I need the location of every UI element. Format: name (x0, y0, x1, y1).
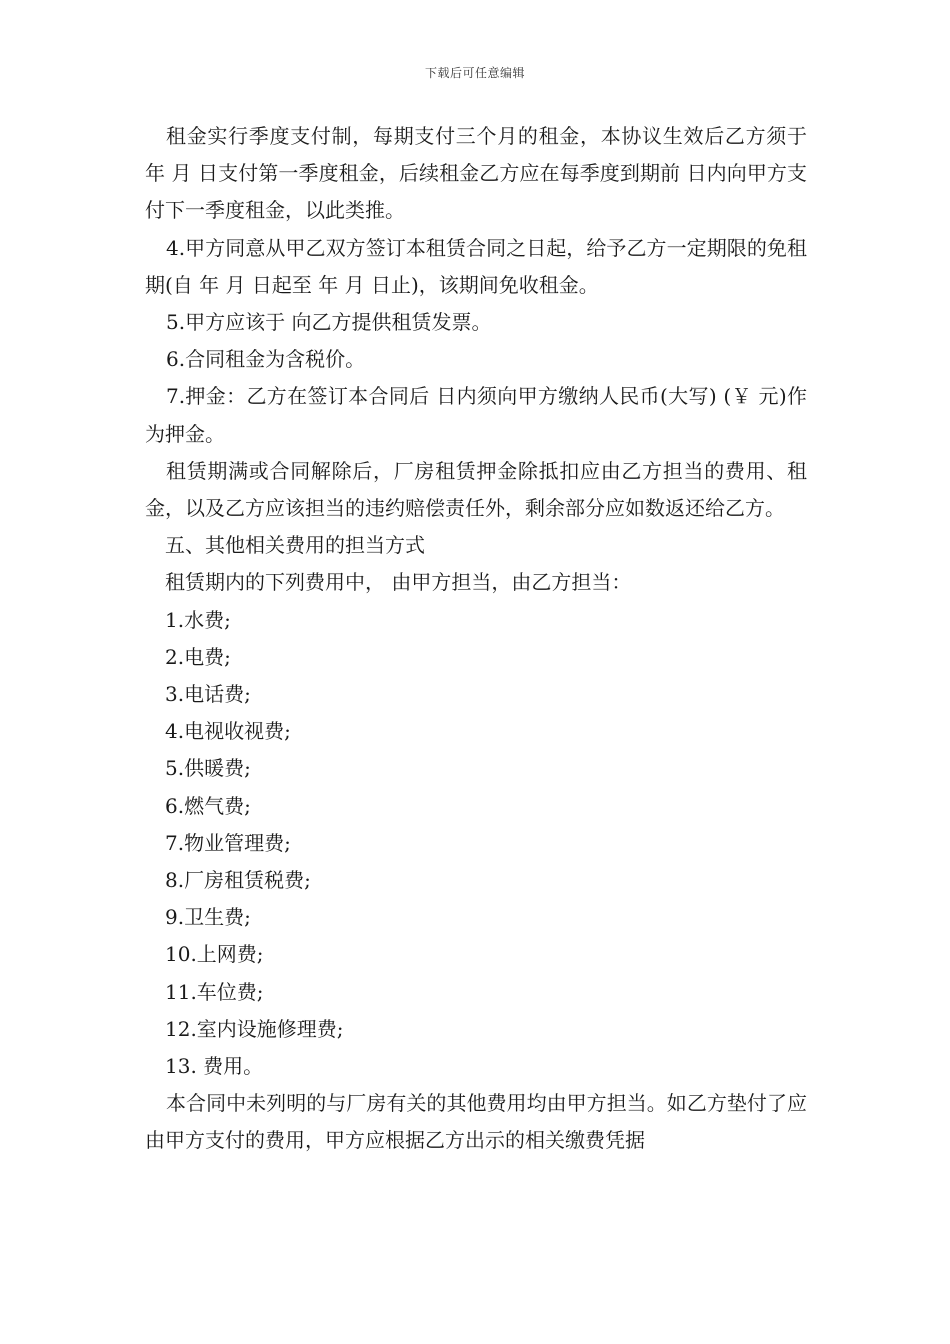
paragraph: 12.室内设施修理费; (165, 1016, 344, 1041)
paragraph: 五、其他相关费用的担当方式 (165, 533, 425, 558)
paragraph: 租赁期满或合同解除后，厂房租赁押金除抵扣应由乙方担当的费用、租金，以及乙方应该担当的违约赔偿责任外，剩余部分应如数返还给乙方。 (145, 458, 807, 521)
page-header: 下载后可任意编辑 (424, 66, 525, 80)
paragraph: 13. 费用。 (165, 1054, 264, 1079)
paragraph: 1.水费; (165, 607, 231, 632)
paragraph: 5.甲方应该于 向乙方提供租赁发票。 (166, 310, 492, 335)
paragraph: 5.供暖费; (165, 756, 251, 781)
paragraph: 11.车位费; (165, 979, 264, 1004)
paragraph: 3.电话费; (165, 682, 251, 707)
paragraph: 10.上网费; (165, 942, 264, 967)
document-body (145, 118, 807, 1160)
paragraph: 8.厂房租赁税费; (165, 868, 311, 893)
paragraph: 9.卫生费; (165, 905, 251, 930)
paragraph: 6.燃气费; (165, 793, 251, 818)
paragraph: 租金实行季度支付制，每期支付三个月的租金，本协议生效后乙方须于 年 月 日支付第一季度租金，后续租金乙方应在每季度到期前 日内向甲方支付下一季度租金，以此类推。 (145, 124, 807, 223)
paragraph: 本合同中未列明的与厂房有关的其他费用均由甲方担当。如乙方垫付了应由甲方支付的费用，甲方应根据乙方出示的相关缴费凭据 (145, 1091, 807, 1153)
paragraph: 7.物业管理费; (165, 830, 291, 855)
paragraph: 4.电视收视费; (165, 719, 291, 744)
paragraph: 2.电费; (165, 644, 231, 669)
paragraph: 6.合同租金为含税价。 (166, 347, 366, 372)
paragraph: 7.押金：乙方在签订本合同后 日内须向甲方缴纳人民币(大写) (￥ 元)作为押金。 (145, 384, 807, 446)
paragraph: 4.甲方同意从甲乙双方签订本租赁合同之日起，给予乙方一定期限的免租期(自 年 月 日起至 年 月 日止)，该期间免收租金。 (145, 235, 807, 297)
paragraph: 租赁期内的下列费用中， 由甲方担当，由乙方担当： (165, 570, 632, 595)
